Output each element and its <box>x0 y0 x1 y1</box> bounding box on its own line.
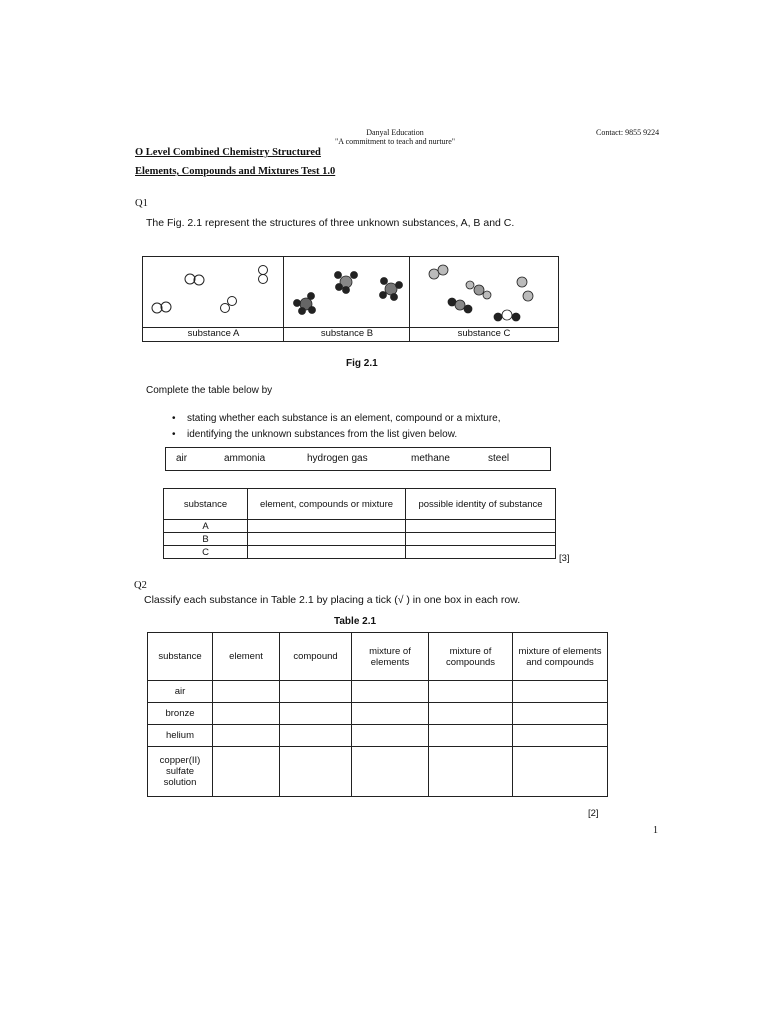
tick-box[interactable] <box>513 725 608 747</box>
figure-label-b: substance B <box>320 328 374 339</box>
substance-list <box>165 447 551 471</box>
table-row <box>164 533 556 546</box>
table-header: compound <box>280 633 352 681</box>
row-label: B <box>164 533 248 546</box>
q2-marks: [2] <box>588 808 599 819</box>
figure-caption: Fig 2.1 <box>346 358 378 369</box>
table-header: element, compounds or mixture <box>248 489 406 520</box>
answer-cell[interactable] <box>406 520 556 533</box>
bullet-dot: • <box>172 429 176 440</box>
tick-box[interactable] <box>352 725 429 747</box>
q1-intro: The Fig. 2.1 represent the structures of three unknown substances, A, B and C. <box>146 217 515 229</box>
tick-box[interactable] <box>280 747 352 797</box>
tick-box[interactable] <box>213 703 280 725</box>
table-header: mixture of compounds <box>429 633 513 681</box>
bullet-1: • stating whether each substance is an element, compound or a mixture, <box>172 413 501 424</box>
q2-classification-table <box>147 632 608 797</box>
test-title: Elements, Compounds and Mixtures Test 1.0 <box>135 166 336 177</box>
table-header: element <box>213 633 280 681</box>
tick-box[interactable] <box>280 703 352 725</box>
org-motto: "A commitment to teach and nurture" <box>334 137 456 146</box>
table-row <box>148 681 608 703</box>
figure-label-c: substance C <box>457 328 511 339</box>
tick-box[interactable] <box>513 703 608 725</box>
table-row <box>148 725 608 747</box>
figure-2-1 <box>142 256 559 342</box>
list-item: ammonia <box>224 453 266 464</box>
substance-a-diagram <box>143 257 283 327</box>
org-name: Danyal Education <box>366 128 424 137</box>
row-label: C <box>164 546 248 559</box>
header-center <box>300 128 490 146</box>
table-row <box>164 546 556 559</box>
answer-cell[interactable] <box>248 546 406 559</box>
table-row <box>164 520 556 533</box>
list-item: steel <box>488 453 510 464</box>
page-number: 1 <box>653 825 658 836</box>
course-title: O Level Combined Chemistry Structured <box>135 147 321 158</box>
table-header: mixture of elements and compounds <box>513 633 608 681</box>
list-item: methane <box>411 453 450 464</box>
row-label: copper(II) sulfate solution <box>148 747 213 797</box>
tick-box[interactable] <box>280 725 352 747</box>
contact-info: Contact: 9855 9224 <box>596 128 660 137</box>
table-header-row <box>164 489 556 520</box>
q2-label: Q2 <box>134 580 147 591</box>
q1-instruction: Complete the table below by <box>146 385 273 396</box>
list-item: hydrogen gas <box>307 453 368 464</box>
row-label: bronze <box>148 703 213 725</box>
tick-box[interactable] <box>352 747 429 797</box>
tick-box[interactable] <box>352 703 429 725</box>
tick-box[interactable] <box>429 703 513 725</box>
tick-box[interactable] <box>429 681 513 703</box>
table-2-1-title: Table 2.1 <box>334 616 377 627</box>
row-label: helium <box>148 725 213 747</box>
answer-cell[interactable] <box>248 533 406 546</box>
table-header: substance <box>164 489 248 520</box>
tick-box[interactable] <box>429 747 513 797</box>
q1-label: Q1 <box>135 198 148 209</box>
table-header: mixture of elements <box>352 633 429 681</box>
answer-cell[interactable] <box>406 533 556 546</box>
table-header: substance <box>148 633 213 681</box>
tick-box[interactable] <box>513 747 608 797</box>
q1-marks: [3] <box>559 553 570 564</box>
table-row <box>148 747 608 797</box>
tick-box[interactable] <box>213 681 280 703</box>
tick-box[interactable] <box>429 725 513 747</box>
substance-c-diagram <box>410 257 558 327</box>
table-header-row <box>148 633 608 681</box>
q2-intro: Classify each substance in Table 2.1 by placing a tick (√ ) in one box in each row. <box>144 594 521 606</box>
bullet-dot: • <box>172 413 176 424</box>
tick-box[interactable] <box>213 725 280 747</box>
substance-b-diagram <box>284 257 409 327</box>
table-row <box>148 703 608 725</box>
table-header: possible identity of substance <box>406 489 556 520</box>
row-label: A <box>164 520 248 533</box>
list-item: air <box>176 453 188 464</box>
tick-box[interactable] <box>352 681 429 703</box>
figure-label-a: substance A <box>187 328 240 339</box>
tick-box[interactable] <box>513 681 608 703</box>
tick-box[interactable] <box>280 681 352 703</box>
answer-cell[interactable] <box>248 520 406 533</box>
bullet-2: • identifying the unknown substances from the list given below. <box>172 429 458 440</box>
tick-box[interactable] <box>213 747 280 797</box>
answer-cell[interactable] <box>406 546 556 559</box>
row-label: air <box>148 681 213 703</box>
q1-answer-table <box>163 488 556 559</box>
